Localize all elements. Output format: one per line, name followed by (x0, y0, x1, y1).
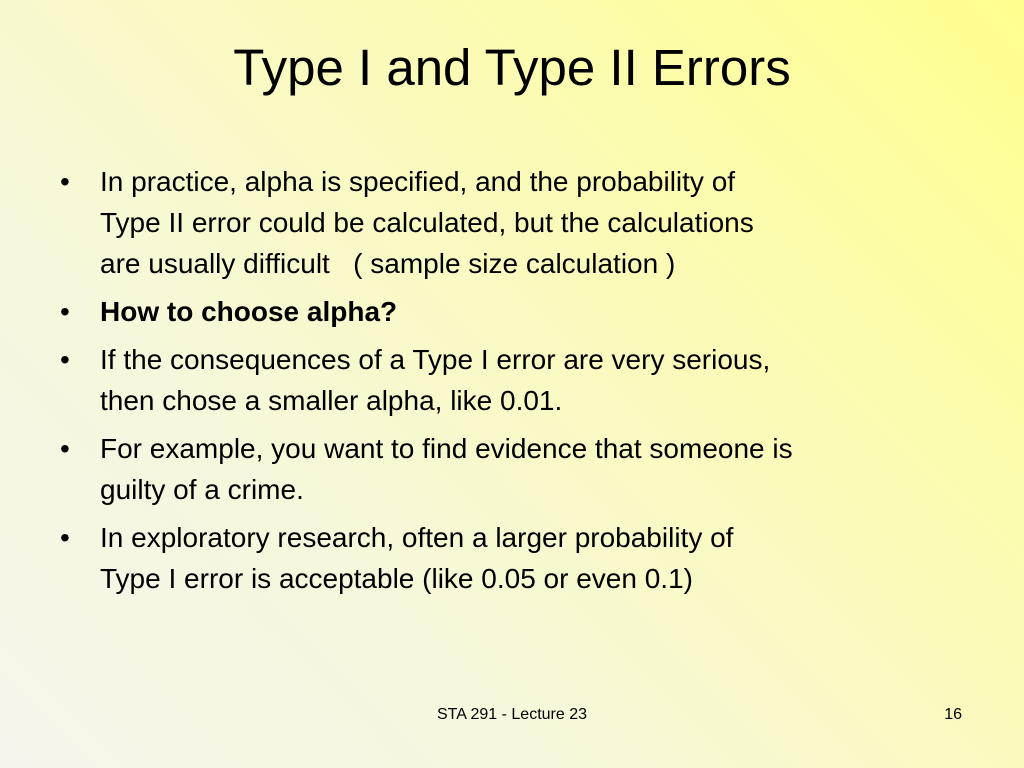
bullet-list (60, 161, 960, 606)
slide-title: Type I and Type II Errors (233, 39, 791, 96)
bullet-icon: • (60, 166, 70, 197)
bullet-line: guilty of a crime. (100, 474, 304, 505)
bullet-line: In practice, alpha is specified, and the probability of (100, 166, 736, 197)
bullet-line: Type I error is acceptable (like 0.05 or even 0.1) (100, 563, 693, 594)
bullet-line: For example, you want to find evidence that someone is (100, 433, 793, 464)
bullet-icon: • (60, 522, 70, 553)
footer-page-number: 16 (944, 706, 962, 723)
bullet-icon: • (60, 344, 70, 375)
bullet-item (60, 339, 960, 421)
bullet-text (100, 517, 960, 599)
bullet-line: If the consequences of a Type I error are very serious, (100, 344, 771, 375)
bullet-icon: • (60, 296, 70, 327)
bullet-text (100, 291, 960, 332)
bullet-icon: • (60, 433, 70, 464)
bullet-line: In exploratory research, often a larger probability of (100, 522, 734, 553)
bullet-text (100, 161, 960, 284)
bullet-item (60, 517, 960, 599)
bullet-line: Type II error could be calculated, but the calculations (100, 207, 754, 238)
bullet-item (60, 161, 960, 284)
bullet-line: then chose a smaller alpha, like 0.01. (100, 385, 563, 416)
bullet-text (100, 428, 960, 510)
bullet-text (100, 339, 960, 421)
bullet-line: How to choose alpha? (100, 296, 398, 327)
footer-course-label: STA 291 - Lecture 23 (436, 706, 587, 723)
bullet-item (60, 291, 960, 332)
bullet-item (60, 428, 960, 510)
bullet-line: are usually difficult ( sample size calculation ) (100, 248, 676, 279)
